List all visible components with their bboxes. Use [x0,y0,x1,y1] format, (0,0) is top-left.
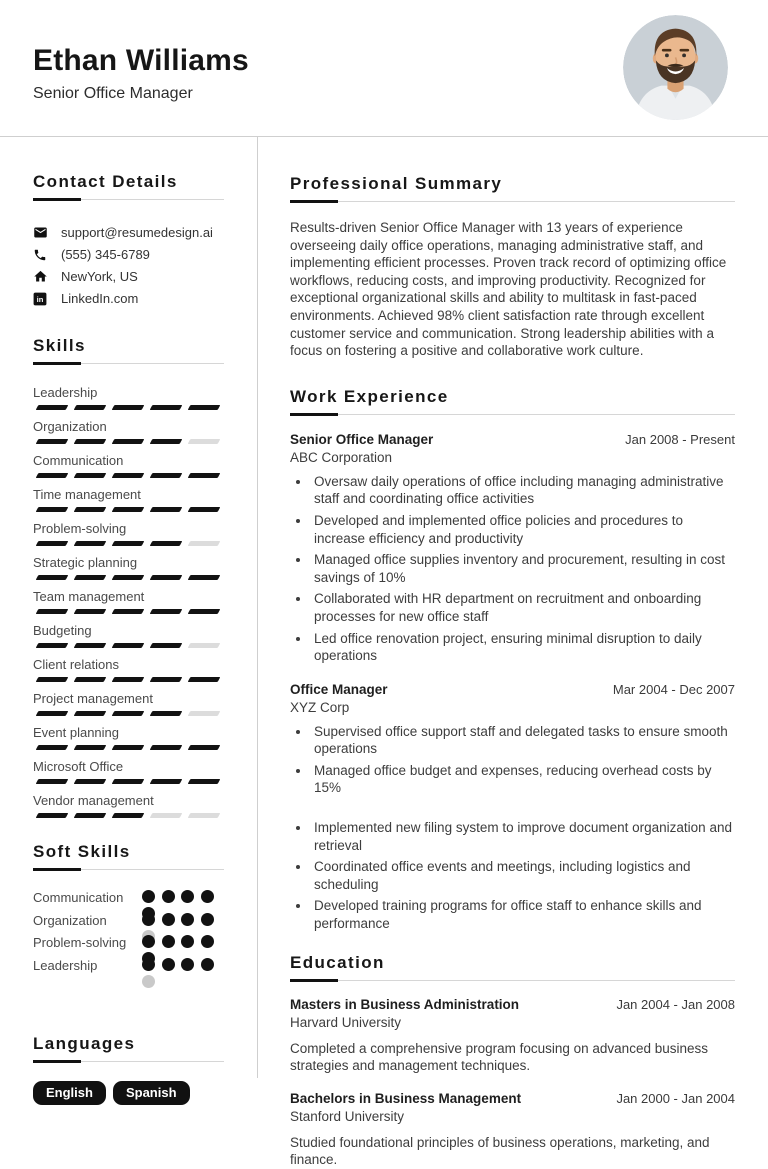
skill-level-segment [74,439,107,444]
skill-level-segment [188,439,221,444]
skill-level-segment [112,575,145,580]
skill-label: Team management [33,589,145,604]
linkedin-icon [33,291,48,306]
skill-level-segment [150,779,183,784]
job-bullet: • Developed training programs for office staff to enhance skills and performance [311,897,735,932]
heading-rule [290,973,735,981]
skill-level-segment [150,745,183,750]
soft-skill-item [33,935,224,958]
skill-level-segment [36,711,69,716]
skill-item [33,623,224,648]
rating-dot [162,913,175,926]
soft-skill-label: Problem-solving [33,935,127,950]
job-bullet: • Collaborated with HR department on recruitment and onboarding processes for new office staff [311,590,735,625]
skill-level-segment [112,677,145,682]
contact-list [33,225,224,306]
rating-dot [181,913,194,926]
rating-dot [142,958,155,971]
soft-skill-dots [142,958,215,988]
skill-level-bar [33,405,224,410]
skill-level-segment [150,711,183,716]
job-bullet: • Coordinated office events and meetings, including logistics and scheduling [311,858,735,893]
contact-heading: Contact Details [33,172,178,191]
skill-item [33,487,224,512]
soft-skill-item [33,890,224,913]
degree-school: Harvard University [290,1014,402,1030]
skill-level-segment [150,677,183,682]
skill-label: Strategic planning [33,555,138,570]
skill-level-segment [188,779,221,784]
skill-level-bar [33,677,224,682]
skill-level-segment [188,405,221,410]
degree-header [290,996,735,1013]
resume-body [0,137,768,1168]
profile-photo [623,15,728,120]
skill-level-segment [112,473,145,478]
skills-heading: Skills [33,336,86,355]
skill-level-segment [150,473,183,478]
work-experience-section [290,387,735,933]
job-dates: Jan 2008 - Present [625,431,735,447]
soft-skill-label: Leadership [33,957,98,973]
contact-text: (555) 345-6789 [61,247,150,262]
job-bullet: • Supervised office support staff and delegated tasks to ensure smooth operations [311,723,735,758]
skill-level-segment [36,575,69,580]
job-dates: Mar 2004 - Dec 2007 [612,681,735,697]
contact-text: LinkedIn.com [61,291,139,306]
skill-level-bar [33,643,224,648]
job-company: XYZ Corp [290,699,350,715]
skill-level-segment [150,643,183,648]
job-entry [290,431,735,665]
avatar-illustration [623,15,728,120]
degree-description: Completed a comprehensive program focusing on advanced business strategies and management techniques. [290,1040,708,1074]
job-bullet-list [290,473,735,665]
skill-level-bar [33,609,224,614]
contact-text: NewYork, US [61,269,138,284]
rating-dot [162,958,175,971]
degree-entry [290,996,735,1075]
language-badge: English [33,1081,106,1105]
skill-level-segment [150,439,183,444]
degree-dates: Jan 2000 - Jan 2004 [616,1090,735,1106]
degree-dates: Jan 2004 - Jan 2008 [616,996,735,1012]
skill-level-segment [112,439,145,444]
email-icon [33,225,48,240]
skill-level-segment [188,813,221,818]
skill-item [33,419,224,444]
skill-item [33,385,224,410]
contact-item [33,269,224,284]
education-section [290,953,735,1169]
skill-level-segment [150,609,183,614]
languages-heading: Languages [33,1034,136,1053]
rating-dot [142,975,155,988]
rating-dot [142,890,155,903]
contact-item [33,225,224,240]
job-bullet: • Developed and implemented office policies and procedures to increase efficiency and productivity [311,512,735,547]
summary-text: Results-driven Senior Office Manager with 13 years of experience overseeing daily office operations, managing administrative staff, and implementing efficient processes. Proven track record of optimizing office workflows, reducing costs, and improving productivity. Recognized for exceptional organizational skills and ability to multitask in fast-paced environments. Achieved 98% client satisfaction rate through excellent customer service and communication. Strong leadership abilities with a focus on fostering a positive and collaborative work culture. [290,220,727,359]
skill-level-segment [74,711,107,716]
candidate-name: Ethan Williams [33,44,249,77]
skill-item [33,725,224,750]
job-list [290,431,735,933]
skill-level-segment [150,405,183,410]
skill-level-segment [188,711,221,716]
heading-rule [33,356,224,364]
skill-level-segment [112,779,145,784]
skill-level-segment [36,541,69,546]
skill-level-bar [33,473,224,478]
heading-rule [290,407,735,415]
skill-label: Budgeting [33,623,92,638]
heading-rule [33,192,224,200]
skill-level-segment [74,507,107,512]
skill-level-segment [188,575,221,580]
heading-rule [290,194,735,202]
skill-level-segment [188,643,221,648]
skill-level-segment [112,609,145,614]
skill-level-segment [36,643,69,648]
soft-skills-heading: Soft Skills [33,842,131,861]
skill-level-bar [33,779,224,784]
soft-skills-list [33,890,224,980]
phone-icon [33,247,48,262]
language-badge: Spanish [113,1081,190,1105]
skill-label: Event planning [33,725,120,740]
job-company: ABC Corporation [290,449,393,465]
degree-title: Bachelors in Business Management [290,1090,522,1106]
rating-dot [181,890,194,903]
skill-item [33,555,224,580]
language-badge-list [33,1081,224,1105]
skill-level-segment [36,745,69,750]
skill-level-segment [74,575,107,580]
skill-item [33,453,224,478]
contact-section [33,172,224,306]
skill-level-bar [33,507,224,512]
skill-level-segment [74,813,107,818]
skill-label: Project management [33,691,153,706]
skill-level-segment [74,643,107,648]
skill-level-segment [188,745,221,750]
rating-dot [142,935,155,948]
rating-dot [162,890,175,903]
rating-dot [201,913,214,926]
skill-level-segment [36,473,69,478]
sidebar [0,137,258,1100]
job-entry [290,681,735,933]
rating-dot [201,958,214,971]
skill-label: Microsoft Office [33,759,124,774]
skill-level-bar [33,541,224,546]
skill-level-segment [112,541,145,546]
degree-title: Masters in Business Administration [290,996,520,1012]
soft-skill-item [33,958,224,981]
job-bullet-list [290,723,735,933]
job-bullet: • Led office renovation project, ensuring minimal disruption to daily operations [311,630,735,665]
skill-level-segment [112,711,145,716]
skill-label: Vendor management [33,793,154,808]
skill-label: Client relations [33,657,119,672]
skill-label: Leadership [33,385,98,400]
skill-level-segment [74,779,107,784]
summary-heading: Professional Summary [290,174,503,193]
skill-level-segment [36,405,69,410]
skills-section [33,336,224,818]
job-bullet: • Oversaw daily operations of office including managing administrative staff and coordinating office activities [311,473,735,508]
skill-level-bar [33,575,224,580]
skill-level-segment [188,507,221,512]
skill-level-segment [150,541,183,546]
skill-level-bar [33,439,224,444]
skill-level-segment [36,439,69,444]
skill-level-segment [74,677,107,682]
skill-level-segment [112,813,145,818]
job-bullet: • Implemented new filing system to improve document organization and retrieval [311,819,735,854]
soft-skill-item [33,913,224,936]
skill-item [33,793,224,818]
skill-label: Organization [33,419,107,434]
home-icon [33,269,48,284]
skill-level-segment [36,507,69,512]
skill-item [33,759,224,784]
skill-label: Time management [33,487,141,502]
skill-level-segment [188,677,221,682]
summary-section [290,174,735,360]
skills-list [33,385,224,818]
contact-text: support@resumedesign.ai [61,225,213,240]
job-title: Senior Office Manager [290,431,434,447]
skill-level-segment [188,541,221,546]
skill-label: Communication [33,453,124,468]
rating-dot [201,935,214,948]
skill-item [33,521,224,546]
skill-item [33,657,224,682]
degree-list [290,996,735,1169]
skill-level-segment [36,609,69,614]
svg-text:in: in [36,294,44,304]
rating-dot [181,958,194,971]
skill-level-segment [150,507,183,512]
resume-header [0,0,768,137]
skill-item [33,691,224,716]
skill-level-segment [150,575,183,580]
degree-description: Studied foundational principles of business operations, marketing, and finance. [290,1134,710,1168]
job-bullet: • Managed office supplies inventory and procurement, resulting in cost savings of 10% [311,551,735,586]
rating-dot [181,935,194,948]
rating-dot [142,913,155,926]
main-column [258,137,768,1168]
skill-level-segment [112,507,145,512]
education-heading: Education [290,952,385,972]
skill-level-segment [74,473,107,478]
skill-level-segment [74,745,107,750]
skill-level-segment [36,779,69,784]
skill-level-bar [33,745,224,750]
job-title: Office Manager [290,681,388,697]
work-heading: Work Experience [290,386,449,406]
skill-label: Problem-solving [33,521,127,536]
job-header [290,681,735,698]
skill-level-segment [112,745,145,750]
degree-entry [290,1090,735,1169]
skill-level-segment [188,609,221,614]
languages-section [33,1034,224,1105]
contact-item [33,291,224,306]
soft-skills-section [33,842,224,980]
skill-level-bar [33,711,224,716]
skill-level-segment [74,405,107,410]
skill-level-segment [150,813,183,818]
skill-item [33,589,224,614]
skill-level-segment [112,405,145,410]
skill-level-segment [36,677,69,682]
candidate-job-title: Senior Office Manager [33,85,193,102]
skill-level-segment [36,813,69,818]
degree-header [290,1090,735,1107]
skill-level-segment [112,643,145,648]
soft-skill-label: Communication [33,890,124,905]
job-header [290,431,735,448]
skill-level-segment [74,541,107,546]
heading-rule [33,862,224,870]
skill-level-bar [33,813,224,818]
degree-school: Stanford University [290,1108,405,1124]
skill-level-segment [74,609,107,614]
job-bullet: • Managed office budget and expenses, reducing overhead costs by 15% [311,762,735,797]
contact-item [33,247,224,262]
rating-dot [162,935,175,948]
skill-level-segment [188,473,221,478]
heading-rule [33,1054,224,1062]
soft-skill-label: Organization [33,912,107,928]
rating-dot [201,890,214,903]
